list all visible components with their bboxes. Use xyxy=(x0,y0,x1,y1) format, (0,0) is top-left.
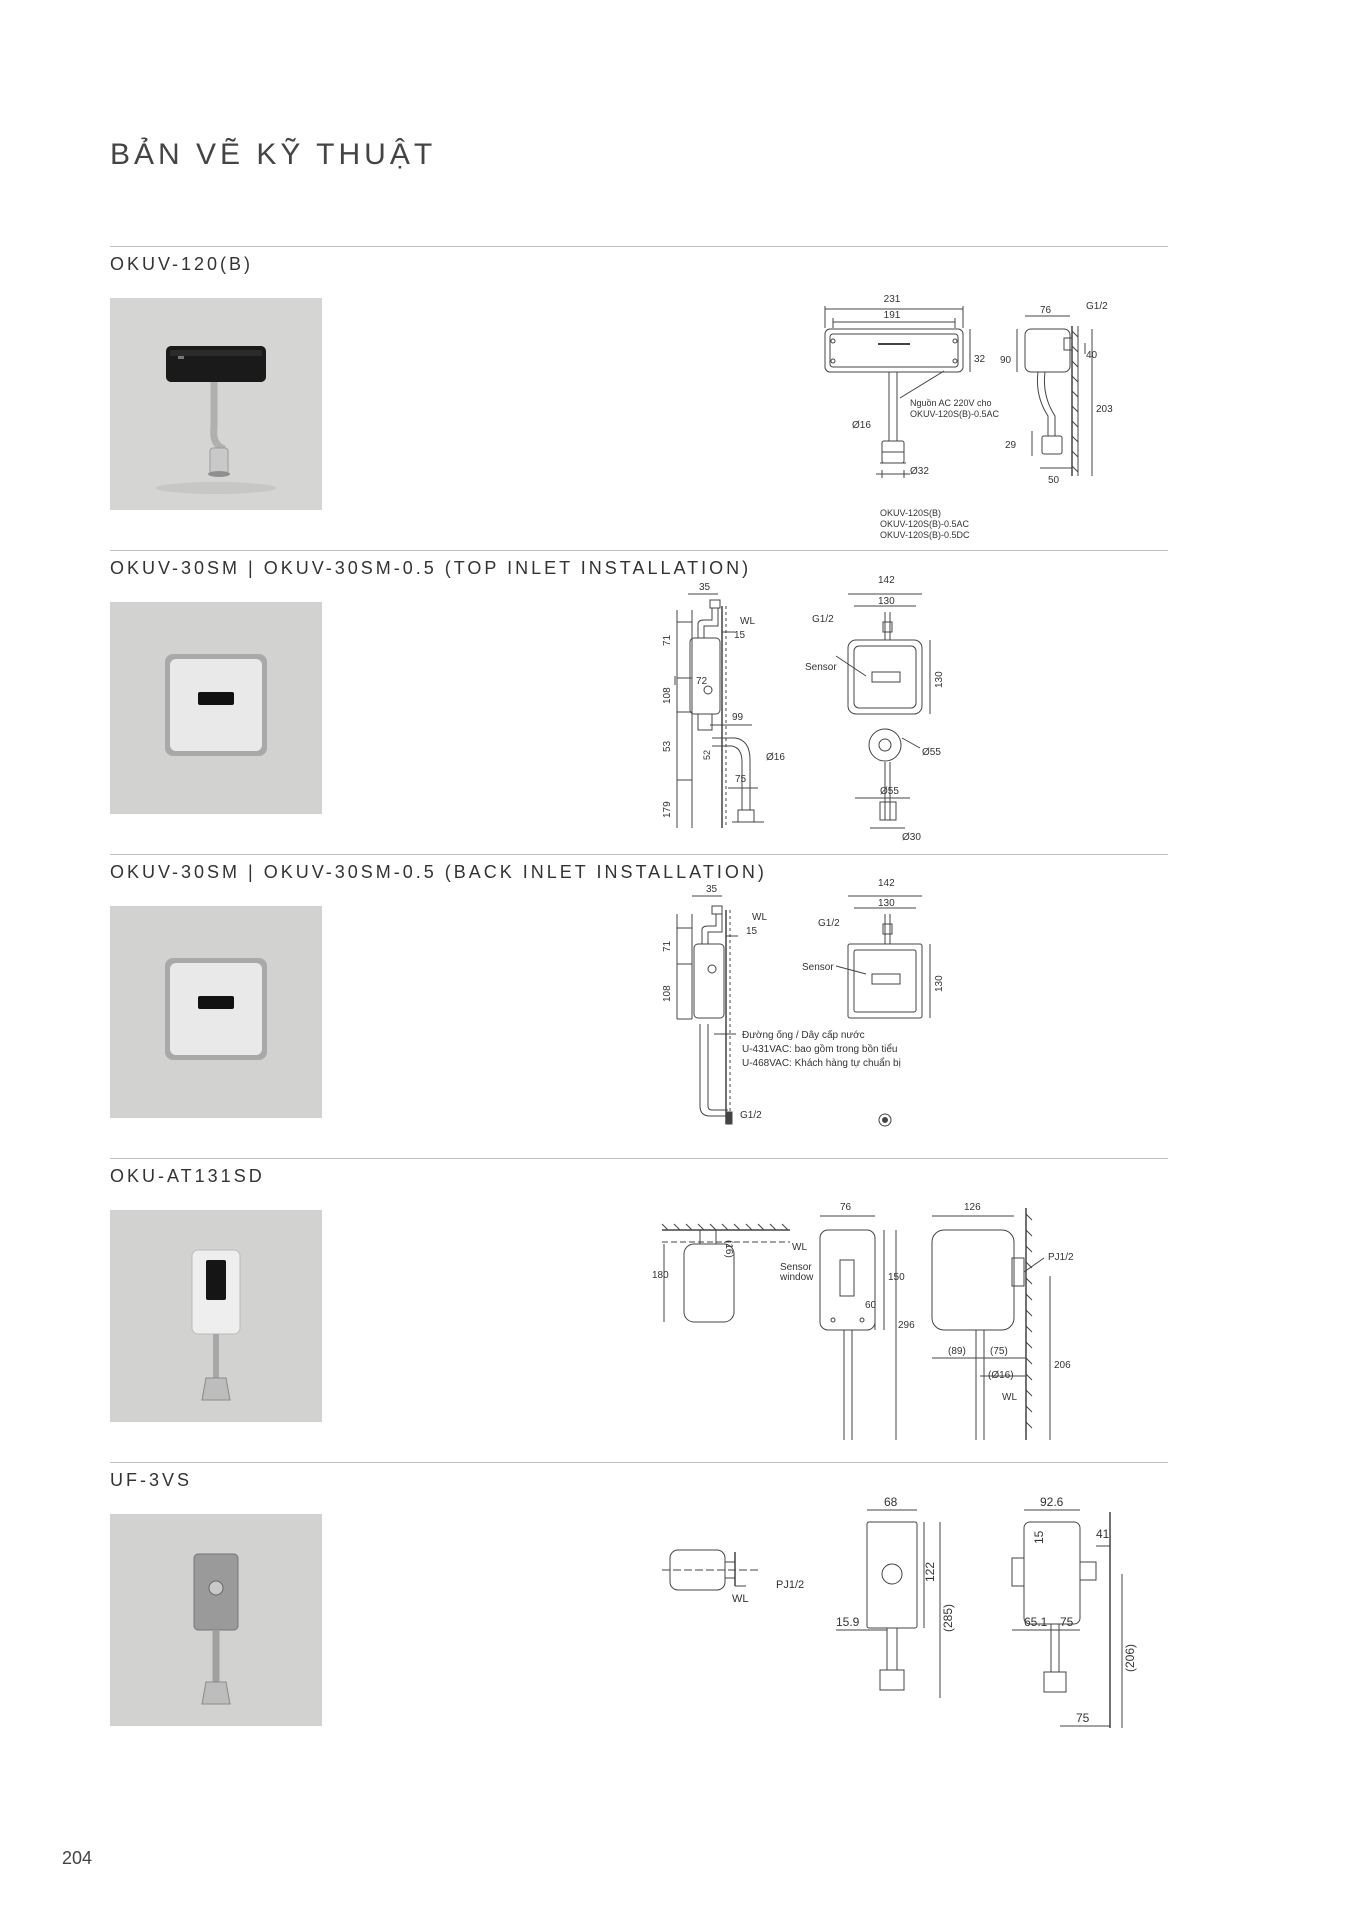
section-okuv-30sm-back-inlet xyxy=(0,854,1353,1158)
dim-label: Ø30 xyxy=(902,832,921,843)
dim-label: (285) xyxy=(941,1603,955,1632)
product-photo xyxy=(110,1210,322,1422)
page-title: BẢN VẼ KỸ THUẬT xyxy=(110,138,437,171)
dim-label: G1/2 xyxy=(1086,301,1108,312)
dim-label: 71 xyxy=(662,940,673,952)
dim-label: Ø32 xyxy=(910,466,929,477)
dim-label: 15.9 xyxy=(836,1615,860,1629)
dim-label: (89) xyxy=(948,1346,966,1357)
section-title: OKU-AT131SD xyxy=(110,1166,265,1186)
dim-label: 231 xyxy=(883,294,901,305)
dim-label: 130 xyxy=(878,898,895,909)
dim-label: 150 xyxy=(888,1272,905,1283)
dim-label: WL xyxy=(732,1593,749,1605)
sensor-label: Sensor xyxy=(780,1262,812,1273)
dim-label: 179 xyxy=(662,801,673,818)
section-divider xyxy=(110,246,1168,247)
product-photo xyxy=(110,602,322,814)
dim-label: 92.6 xyxy=(1040,1495,1064,1509)
product-photo xyxy=(110,298,322,510)
dim-label: 122 xyxy=(923,1561,937,1582)
technical-drawing xyxy=(640,874,1180,1154)
dim-label: G1/2 xyxy=(818,918,840,929)
dim-label: 142 xyxy=(878,878,895,889)
dim-label: 191 xyxy=(883,310,901,321)
dim-label: Ø16 xyxy=(766,752,785,763)
dim-label: 15 xyxy=(734,630,746,641)
dim-label: 75 xyxy=(1060,1615,1074,1629)
dim-label: (Ø16) xyxy=(988,1370,1014,1381)
dim-label: 99 xyxy=(732,712,744,723)
sensor-label: Sensor xyxy=(802,962,834,973)
dim-label: 108 xyxy=(662,687,673,704)
dim-label: 108 xyxy=(662,985,673,1002)
dim-label: 35 xyxy=(706,884,718,895)
model-text: OKUV-120S(B)-0.5AC xyxy=(880,519,970,529)
dim-label: PJ1/2 xyxy=(1048,1252,1074,1263)
dim-label: 29 xyxy=(1005,440,1017,451)
dim-label: G1/2 xyxy=(812,614,834,625)
dim-label: 130 xyxy=(934,671,945,688)
model-text: OKUV-120S(B) xyxy=(880,508,942,518)
dim-label: Ø55 xyxy=(922,747,941,758)
product-photo xyxy=(110,1514,322,1726)
section-divider xyxy=(110,550,1168,551)
note-text: Nguồn AC 220V cho xyxy=(910,398,992,408)
dim-label: 126 xyxy=(964,1202,981,1213)
dim-label: 180 xyxy=(652,1270,669,1281)
product-photo xyxy=(110,906,322,1118)
dim-label: 15 xyxy=(1032,1530,1046,1544)
dim-label: 72 xyxy=(696,676,708,687)
dim-label: 130 xyxy=(934,975,945,992)
section-title: OKUV-120(B) xyxy=(110,254,254,274)
dim-label: Ø16 xyxy=(852,420,871,431)
note-text: Đường ống / Dây cấp nước xyxy=(742,1030,865,1041)
technical-drawing xyxy=(640,266,1180,546)
note-text: U-468VAC: Khách hàng tự chuẩn bị xyxy=(742,1058,901,1069)
dim-label: (16) xyxy=(723,1240,734,1258)
page-number: 204 xyxy=(62,1848,93,1868)
technical-drawing xyxy=(640,1482,1180,1762)
dim-label: 206 xyxy=(1054,1360,1071,1371)
dim-label: 35 xyxy=(699,582,711,593)
sensor-label: window xyxy=(780,1272,814,1283)
dim-label: 75 xyxy=(1076,1711,1090,1725)
section-uf-3vs xyxy=(0,1462,1353,1766)
dim-label: Ø55 xyxy=(880,786,899,797)
note-text: U-431VAC: bao gồm trong bồn tiểu xyxy=(742,1044,898,1055)
dim-label: 76 xyxy=(1040,305,1052,316)
technical-drawing xyxy=(640,1178,1180,1458)
dim-label: 76 xyxy=(840,1202,852,1213)
dim-label: 130 xyxy=(878,596,895,607)
dim-label: 65.1 xyxy=(1024,1615,1048,1629)
section-title: UF-3VS xyxy=(110,1470,193,1490)
dim-label: 15 xyxy=(746,926,758,937)
dim-label: 142 xyxy=(878,575,895,586)
dim-label: WL xyxy=(752,912,767,923)
section-title: OKUV-30SM | OKUV-30SM-0.5 (BACK INLET INSTALLATION) xyxy=(110,862,767,882)
technical-drawing xyxy=(640,570,1180,850)
section-divider xyxy=(110,1462,1168,1463)
note-text: OKUV-120S(B)-0.5AC xyxy=(910,409,1000,419)
dim-label: (75) xyxy=(990,1346,1008,1357)
section-okuv-30sm-top-inlet xyxy=(0,550,1353,854)
section-okuv-120b xyxy=(0,246,1353,550)
dim-label: 52 xyxy=(702,749,712,760)
dim-label: 50 xyxy=(1048,475,1060,486)
dim-label: PJ1/2 xyxy=(776,1579,805,1591)
dim-label: 75 xyxy=(735,774,747,785)
dim-label: 40 xyxy=(1086,350,1098,361)
dim-label: 68 xyxy=(884,1495,898,1509)
dim-label: WL xyxy=(740,616,755,627)
dim-label: 53 xyxy=(662,740,673,752)
dim-label: 203 xyxy=(1096,404,1113,415)
dim-label: G1/2 xyxy=(740,1110,762,1121)
dim-label: 90 xyxy=(1000,355,1012,366)
section-divider xyxy=(110,854,1168,855)
dim-label: 71 xyxy=(662,634,673,646)
dim-label: 32 xyxy=(974,354,986,365)
sensor-label: Sensor xyxy=(805,662,837,673)
dim-label: WL xyxy=(792,1242,807,1253)
dim-label: 60 xyxy=(865,1300,877,1311)
section-oku-at131sd xyxy=(0,1158,1353,1462)
dim-label: 296 xyxy=(898,1320,915,1331)
dim-label: WL xyxy=(1002,1392,1017,1403)
dim-label: (206) xyxy=(1123,1643,1137,1672)
model-text: OKUV-120S(B)-0.5DC xyxy=(880,530,970,540)
dim-label: 41 xyxy=(1096,1527,1110,1541)
section-title: OKUV-30SM | OKUV-30SM-0.5 (TOP INLET INSTALLATION) xyxy=(110,558,752,578)
section-divider xyxy=(110,1158,1168,1159)
